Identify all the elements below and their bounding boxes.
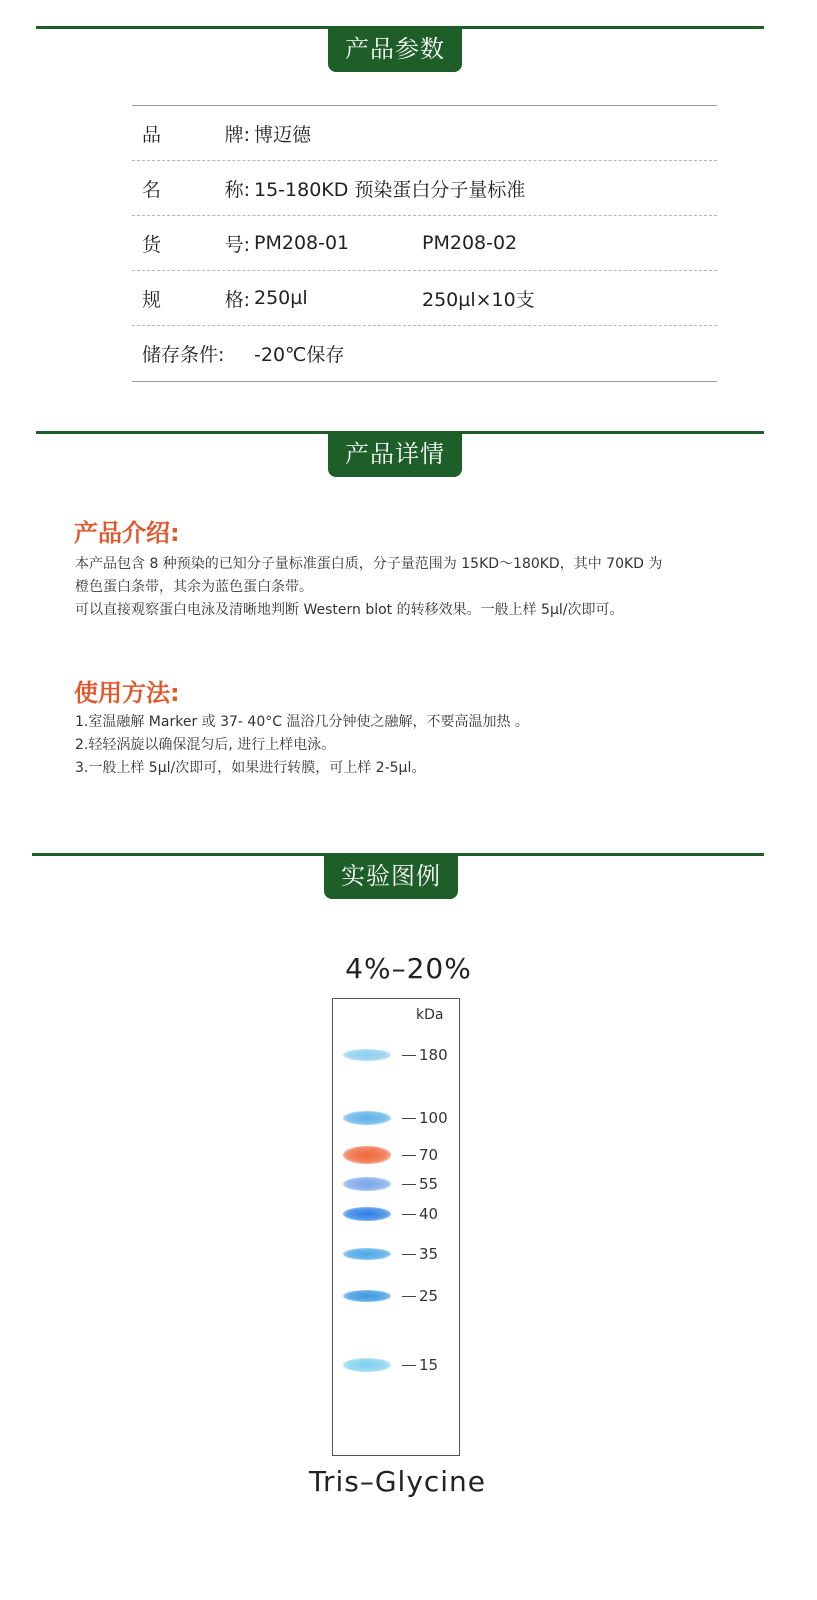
params-table — [132, 105, 717, 382]
param-row — [132, 216, 717, 271]
param-label-part: 格: — [224, 288, 250, 311]
marker-label: 180 — [419, 1046, 448, 1064]
gel-band — [343, 1358, 391, 1372]
param-label-part: 称: — [224, 178, 250, 201]
param-label-part: 储存条件: — [142, 344, 225, 366]
param-label-part: 号: — [224, 233, 250, 256]
gel-footer: Tris–Glycine — [308, 1465, 487, 1498]
section-header-params — [0, 26, 817, 74]
marker-label: 70 — [419, 1146, 439, 1164]
intro-line: 本产品包含 8 种预染的已知分子量标准蛋白质，分子量范围为 15KD～180KD，其中 70KD 为 — [75, 556, 663, 572]
section-title-example: 实验图例 — [324, 853, 458, 899]
param-value: PM208-01 — [254, 232, 350, 254]
param-label-part: 品 — [142, 123, 162, 146]
param-label — [132, 285, 250, 312]
gel-band — [343, 1248, 391, 1260]
marker-tick — [402, 1254, 416, 1255]
param-value-secondary: PM208-02 — [422, 232, 518, 254]
param-value: 博迈德 — [254, 123, 312, 146]
param-label-part: 货 — [142, 233, 162, 256]
param-row — [132, 106, 717, 161]
param-row — [132, 161, 717, 216]
param-label — [132, 120, 250, 147]
marker-label: 55 — [419, 1175, 439, 1193]
marker-tick — [402, 1296, 416, 1297]
section-title-params: 产品参数 — [328, 26, 462, 72]
gel-band — [343, 1290, 391, 1302]
param-row — [132, 326, 717, 381]
gel-image — [332, 998, 460, 1456]
gel-band — [343, 1177, 391, 1191]
marker-tick — [402, 1365, 416, 1366]
gel-title: 4%–20% — [345, 952, 472, 985]
usage-text — [75, 711, 529, 780]
param-label-part: 规 — [142, 288, 162, 311]
marker-label: 35 — [419, 1245, 439, 1263]
section-header-example — [0, 853, 817, 901]
intro-line: 可以直接观察蛋白电泳及清晰地判断 Western blot 的转移效果。一般上样 5μl/次即可。 — [75, 602, 624, 618]
usage-line: 2.轻轻涡旋以确保混匀后, 进行上样电泳。 — [75, 737, 336, 753]
gel-band — [343, 1111, 391, 1125]
param-label — [132, 340, 250, 367]
section-title-details: 产品详情 — [328, 431, 462, 477]
marker-tick — [402, 1118, 416, 1119]
intro-line: 橙色蛋白条带，其余为蓝色蛋白条带。 — [75, 579, 313, 595]
marker-tick — [402, 1184, 416, 1185]
usage-heading: 使用方法: — [74, 679, 180, 707]
param-label-part: 名 — [142, 178, 162, 201]
param-label — [132, 230, 250, 257]
usage-line: 1.室温融解 Marker 或 37- 40°C 温浴几分钟使之融解，不要高温加热 。 — [75, 714, 529, 730]
marker-tick — [402, 1214, 416, 1215]
gel-unit-label: kDa — [416, 1007, 444, 1023]
marker-label: 25 — [419, 1287, 439, 1305]
param-row — [132, 271, 717, 326]
marker-label: 100 — [419, 1109, 448, 1127]
param-value: 250µl — [254, 287, 308, 309]
gel-band — [343, 1049, 391, 1061]
usage-line: 3.一般上样 5μl/次即可，如果进行转膜，可上样 2-5μl。 — [75, 760, 426, 776]
marker-tick — [402, 1155, 416, 1156]
gel-band — [343, 1207, 391, 1221]
marker-label: 15 — [419, 1356, 439, 1374]
param-label — [132, 175, 250, 202]
param-value: -20℃保存 — [254, 344, 345, 366]
intro-text — [75, 553, 662, 622]
section-header-details — [0, 431, 817, 479]
param-value-secondary: 250µl×10支 — [422, 288, 535, 311]
param-label-part: 牌: — [224, 123, 250, 146]
gel-band — [343, 1146, 391, 1164]
param-value: 15-180KD 预染蛋白分子量标准 — [254, 178, 526, 201]
marker-tick — [402, 1055, 416, 1056]
marker-label: 40 — [419, 1205, 439, 1223]
intro-heading: 产品介绍: — [74, 519, 180, 547]
